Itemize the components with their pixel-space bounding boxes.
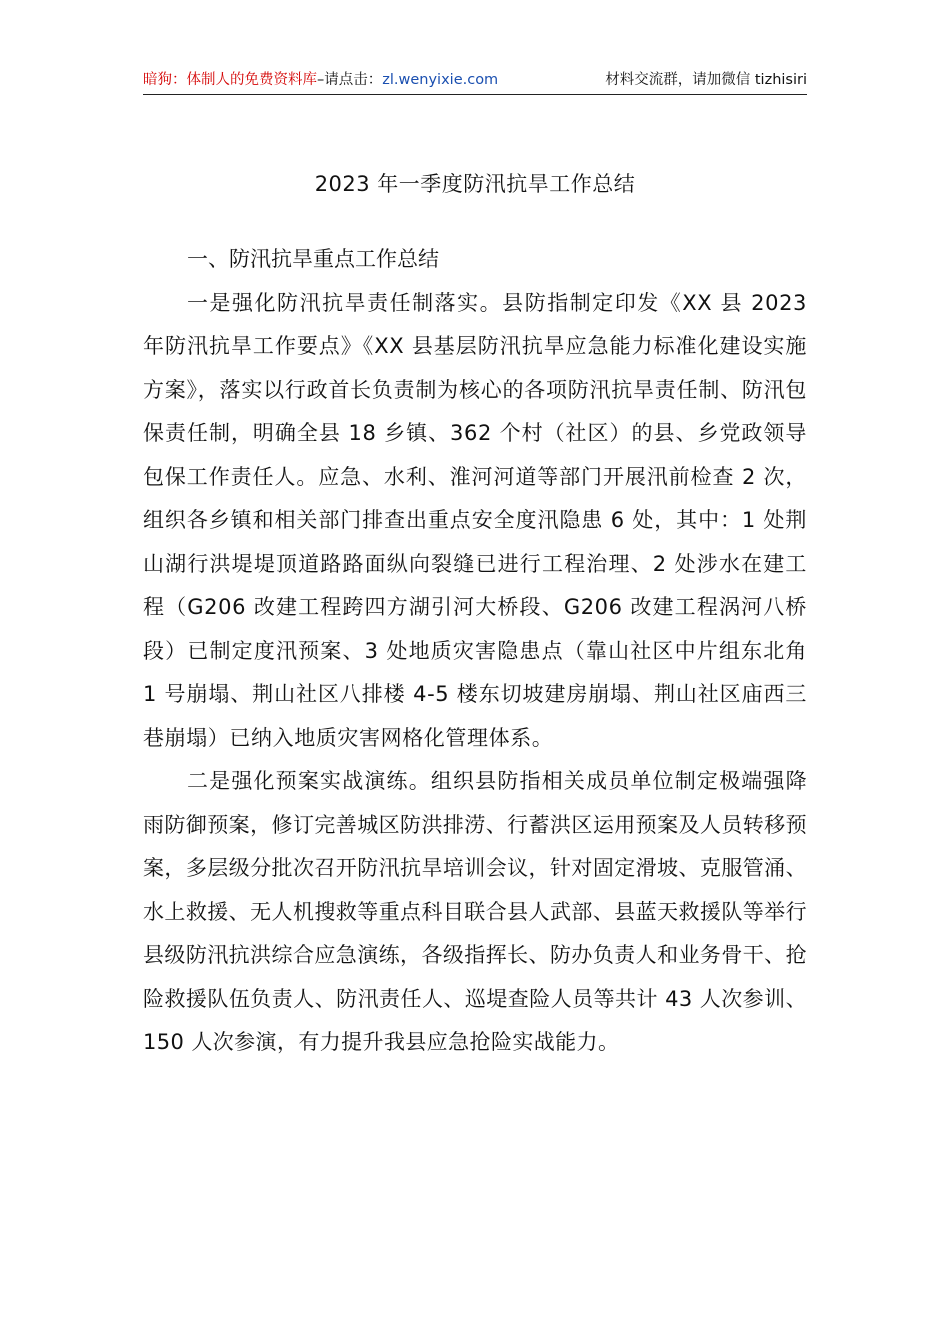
header-banner — [143, 70, 807, 95]
header-brand: 暗狗：体制人的免费资料库 — [143, 72, 317, 88]
header-url-link[interactable]: zl.wenyixie.com — [382, 72, 499, 88]
document-body — [143, 238, 807, 1065]
paragraph-responsibility: 一是强化防汛抗旱责任制落实。县防指制定印发《XX 县 2023 年防汛抗旱工作要点》《XX 县基层防汛抗旱应急能力标准化建设实施方案》，落实以行政首长负责制为核心的各项防汛抗旱责任制、防汛包保责任制，明确全县 18 乡镇、362 个村（社区）的县、乡党政领导包保工作责任人。应急、水利、淮河河道等部门开展汛前检查 2 次，组织各乡镇和相关部门排查出重点安全度汛隐患 6 处，其中：1 处荆山湖行洪堤堤顶道路路面纵向裂缝已进行工程治理、2 处涉水在建工程（G206 改建工程跨四方湖引河大桥段、G206 改建工程涡河八桥段）已制定度汛预案、3 处地质灾害隐患点（靠山社区中片组东北角 1 号崩塌、荆山社区八排楼 4-5 楼东切坡建房崩塌、荆山社区庙西三巷崩塌）已纳入地质灾害网格化管理体系。 — [143, 290, 807, 750]
header-group-note: 材料交流群，请加微信 tizhisiri — [605, 72, 807, 88]
section-heading: 一、防汛抗旱重点工作总结 — [187, 247, 439, 271]
document-title: 2023 年一季度防汛抗旱工作总结 — [314, 172, 636, 196]
paragraph-drills: 二是强化预案实战演练。组织县防指相关成员单位制定极端强降雨防御预案，修订完善城区防洪排涝、行蓄洪区运用预案及人员转移预案，多层级分批次召开防汛抗旱培训会议，针对固定滑坡、克服管涌、水上救援、无人机搜救等重点科目联合县人武部、县蓝天救援队等举行县级防汛抗洪综合应急演练，各级指挥长、防办负责人和业务骨干、抢险救援队伍负责人、防汛责任人、巡堤查险人员等共计 43 人次参训、150 人次参演，有力提升我县应急抢险实战能力。 — [143, 769, 807, 1054]
header-click-prompt: –请点击： — [317, 72, 383, 88]
